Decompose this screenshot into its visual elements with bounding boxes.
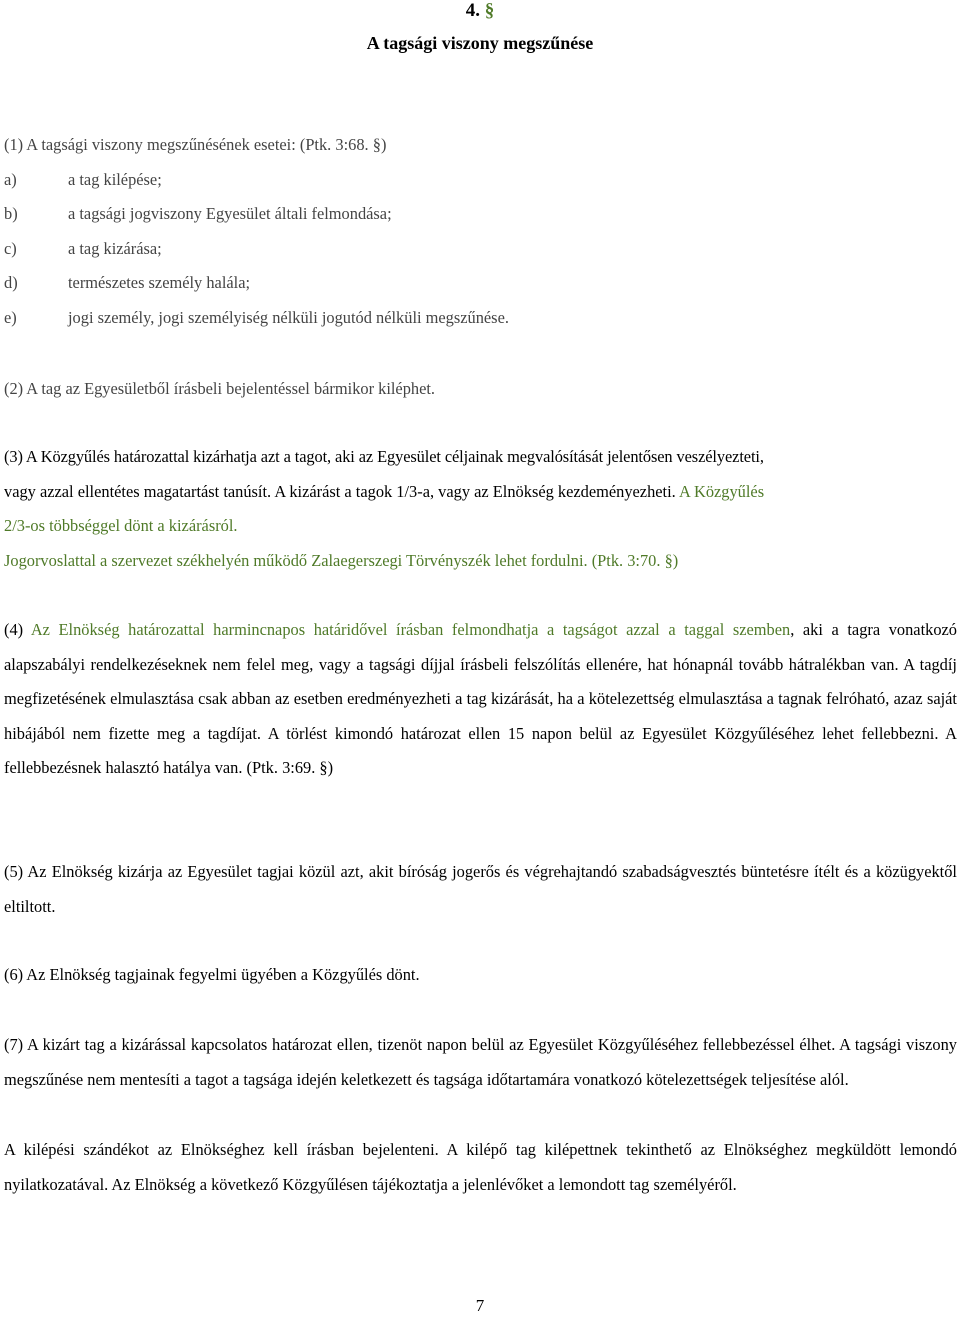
section-number-text: 4.	[465, 0, 480, 21]
list-item-text: jogi személy, jogi személyiség nélküli jogutód nélküli megszűnése.	[68, 307, 509, 327]
paragraph-4-text: , aki a tagra vonatkozó alapszabályi rendelkezéseknek nem felel meg, vagy a tagsági díjjal írásbeli felszólítás ellenére, hat hónapnál tovább hátralékban van. A tagdíj megfizetésének elmulasztása csak abban az esetben eredményezheti a tag kizárását, ha a kötelezettség elmulasztása a tagnak felróható, azaz saját hibájából nem fizette meg a tagdíjat. A törlést kimondó határozat ellen 15 napon belül az Egyesület Közgyűléséhez lehet fellebbezni. A fellebbezésnek halasztó hatálya van. (Ptk. 3:69.	[4, 620, 957, 778]
page-number: 7	[475, 1296, 485, 1315]
paragraph-3-line-3: 2/3-os többséggel dönt a kizárásról.	[4, 516, 238, 536]
paragraph-4-green: Az Elnökség határozattal harmincnapos határidővel írásban felmondhatja a tagságot azzal a taggal szemben	[30, 620, 791, 639]
list-item	[4, 266, 957, 301]
paragraph-4-symbol: §	[319, 758, 328, 778]
list-item	[4, 301, 957, 336]
paragraph-4	[4, 613, 957, 786]
paragraph-3-line-4-symbol: §	[664, 550, 673, 570]
list-item-text: természetes személy halála;	[68, 273, 251, 293]
paragraph-1-intro-symbol: §	[372, 135, 381, 154]
list-item	[4, 197, 957, 232]
paragraph-1-intro-close: )	[380, 135, 387, 154]
paragraph-4-prefix: (4)	[4, 620, 24, 639]
paragraph-7: (7) A kizárt tag a kizárással kapcsolatos határozat ellen, tizenöt napon belül az Egyesület Közgyűléséhez fellebbezéssel élhet. A tagsági viszony megszűnése nem mentesíti a tagot a tagsága idején keletkezett és tagsága időtartamára vonatkozó kötelezettségek teljesítése alól.	[4, 1035, 957, 1089]
paragraph-1	[4, 128, 957, 336]
paragraph-1-intro	[4, 128, 957, 163]
paragraph-3	[4, 440, 957, 578]
paragraph-3-line-2	[4, 475, 957, 510]
paragraph-3-line-4-text: Jogorvoslattal a szervezet székhelyén működő Zalaegerszegi Törvényszék lehet fordulni. (Ptk. 3:70.	[4, 550, 661, 570]
list-item	[4, 163, 957, 198]
list-item-text: a tag kizárása;	[68, 238, 162, 258]
list-item-label: c)	[4, 238, 17, 258]
paragraph-1-intro-text: (1) A tagsági viszony megszűnésének esetei: (Ptk. 3:68.	[4, 135, 369, 154]
paragraph-3-line-1: (3) A Közgyűlés határozattal kizárhatja azt a tagot, aki az Egyesület céljainak megvalósítását jelentősen veszélyezteti,	[4, 447, 764, 466]
list-item-text: a tagsági jogviszony Egyesület általi felmondása;	[68, 204, 392, 224]
paragraph-6: (6) Az Elnökség tagjainak fegyelmi ügyében a Közgyűlés dönt.	[4, 965, 420, 984]
list-item	[4, 232, 957, 267]
paragraph-3-line-4	[4, 544, 957, 579]
paragraph-3-line-4-close: )	[672, 550, 679, 570]
list-item-label: b)	[4, 204, 18, 224]
paragraph-3-line-2-text: vagy azzal ellentétes magatartást tanúsít. A kizárást a tagok 1/3-a, vagy az Elnökség kezdeményezheti.	[4, 481, 676, 501]
section-number	[0, 0, 960, 22]
list-item-label: d)	[4, 273, 18, 293]
paragraph-3-line-2-green: A Közgyűlés	[678, 481, 765, 501]
section-title: A tagsági viszony megszűnése	[366, 33, 594, 53]
list-item-label: e)	[4, 307, 17, 327]
paragraph-4-close: )	[327, 758, 334, 778]
paragraph-2: (2) A tag az Egyesületből írásbeli bejelentéssel bármikor kiléphet.	[4, 379, 436, 398]
list-item-text: a tag kilépése;	[68, 169, 162, 189]
paragraph-5: (5) Az Elnökség kizárja az Egyesület tagjai közül azt, akit bíróság jogerős és végrehajtandó szabadságvesztés büntetésre ítélt és a közügyektől eltiltott.	[4, 862, 957, 916]
list-item-label: a)	[4, 169, 17, 189]
section-symbol: §	[484, 0, 495, 21]
paragraph-8: A kilépési szándékot az Elnökséghez kell írásban bejelenteni. A kilépő tag kilépettnek tekinthető az Elnökséghez megküldött lemondó nyilatkozatával. Az Elnökség a következő Közgyűlésen tájékoztatja a jelenlévőket a lemondott tag személyéről.	[4, 1140, 957, 1194]
